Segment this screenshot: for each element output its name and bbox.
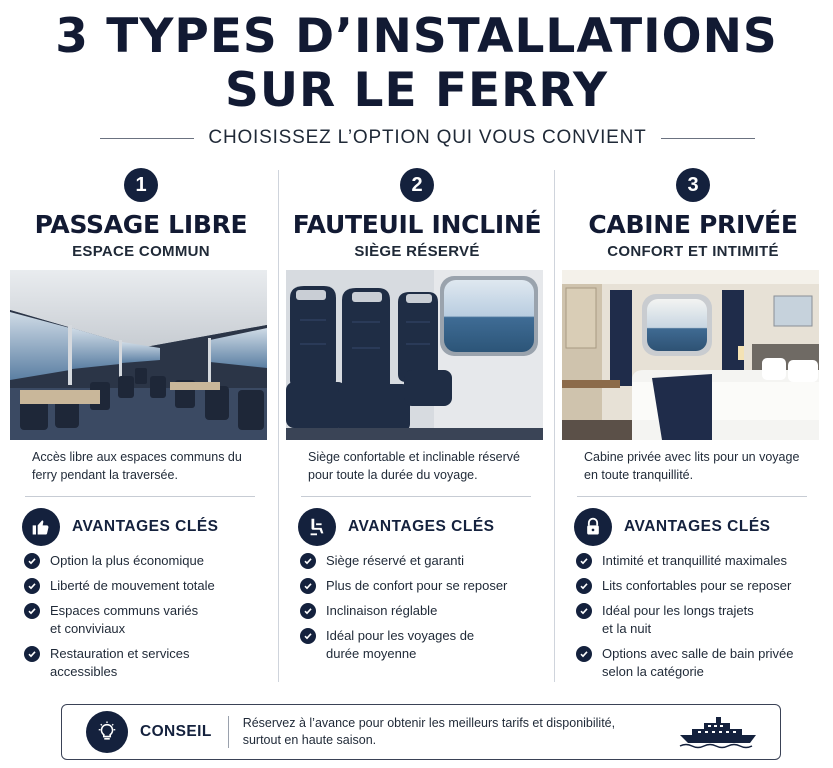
option-passage-libre	[10, 168, 272, 679]
advantages-header	[574, 508, 771, 546]
check-icon	[576, 578, 592, 594]
subtitle-rule-left	[100, 138, 194, 139]
section-separator	[577, 496, 807, 497]
subtitle-row	[100, 124, 755, 152]
column-divider	[554, 170, 555, 682]
benefit-text: Plus de confort pour se reposer	[326, 578, 508, 593]
option-title: FAUTEUIL INCLINÉ	[292, 210, 542, 239]
option-cabine-privee	[562, 168, 824, 679]
list-item	[576, 645, 821, 681]
benefit-text: Idéal pour les longs trajets et la nuit	[602, 603, 754, 636]
benefits-list	[576, 552, 821, 688]
option-description: Cabine privée avec lits pour un voyage en toute tranquillité.	[584, 450, 800, 482]
column-divider	[278, 170, 279, 682]
list-item	[300, 577, 545, 595]
list-item	[576, 552, 821, 570]
list-item	[300, 552, 545, 570]
benefit-text: Espaces communs variés et conviviaux	[50, 603, 199, 636]
cabin-photo	[562, 270, 819, 440]
list-item	[576, 577, 821, 595]
subtitle: CHOISISSEZ L’OPTION QUI VOUS CONVIENT	[208, 127, 647, 148]
advantages-label: AVANTAGES CLÉS	[624, 518, 771, 535]
benefit-text: Inclinaison réglable	[326, 603, 438, 618]
benefits-list	[24, 552, 269, 688]
seat-icon	[298, 508, 336, 546]
tip-text: Réservez à l’avance pour obtenir les meilleurs tarifs et disponibilité, surtout en haute saison.	[242, 716, 616, 747]
check-icon	[576, 646, 592, 662]
lounge-photo	[10, 270, 267, 440]
check-icon	[300, 553, 316, 569]
option-subtitle: CONFORT ET INTIMITÉ	[607, 243, 779, 260]
option-fauteuil-incline	[286, 168, 548, 661]
benefits-list	[300, 552, 545, 670]
option-subtitle: SIÈGE RÉSERVÉ	[354, 243, 480, 260]
option-description: Siège confortable et inclinable réservé pour toute la durée du voyage.	[308, 450, 520, 482]
option-number: 2	[400, 168, 434, 202]
lock-icon	[574, 508, 612, 546]
option-title: CABINE PRIVÉE	[588, 210, 798, 239]
advantages-header	[22, 508, 219, 546]
main-title-line1: 3 TYPES D’INSTALLATIONS	[55, 9, 778, 64]
list-item	[576, 602, 821, 638]
section-separator	[301, 496, 531, 497]
check-icon	[24, 553, 40, 569]
check-icon	[300, 578, 316, 594]
option-description: Accès libre aux espaces communs du ferry pendant la traversée.	[32, 450, 242, 482]
option-subtitle: ESPACE COMMUN	[72, 243, 210, 260]
tip-box	[61, 704, 781, 760]
check-icon	[300, 603, 316, 619]
benefit-text: Lits confortables pour se reposer	[602, 578, 792, 593]
list-item	[24, 577, 269, 595]
benefit-text: Options avec salle de bain privée selon la catégorie	[602, 646, 794, 679]
benefit-text: Idéal pour les voyages de durée moyenne	[326, 628, 475, 661]
list-item	[300, 602, 545, 620]
lightbulb-icon	[86, 711, 128, 753]
tip-label: CONSEIL	[140, 723, 212, 740]
section-separator	[25, 496, 255, 497]
list-item	[300, 627, 545, 663]
check-icon	[24, 603, 40, 619]
list-item	[24, 552, 269, 570]
thumbs-up-icon	[22, 508, 60, 546]
ferry-icon	[678, 715, 758, 754]
check-icon	[24, 646, 40, 662]
list-item	[24, 602, 269, 638]
option-number: 1	[124, 168, 158, 202]
option-number: 3	[676, 168, 710, 202]
reclining-seat-photo	[286, 270, 543, 440]
tip-separator	[228, 716, 229, 748]
advantages-label: AVANTAGES CLÉS	[348, 518, 495, 535]
benefit-text: Liberté de mouvement totale	[50, 578, 215, 593]
advantages-header	[298, 508, 495, 546]
check-icon	[576, 603, 592, 619]
option-title: PASSAGE LIBRE	[34, 210, 248, 239]
check-icon	[576, 553, 592, 569]
benefit-text: Restauration et services accessibles	[50, 646, 190, 679]
advantages-label: AVANTAGES CLÉS	[72, 518, 219, 535]
subtitle-rule-right	[661, 138, 755, 139]
main-title-line2: SUR LE FERRY	[224, 63, 609, 118]
benefit-text: Option la plus économique	[50, 553, 204, 568]
benefit-text: Intimité et tranquillité maximales	[602, 553, 787, 568]
check-icon	[24, 578, 40, 594]
benefit-text: Siège réservé et garanti	[326, 553, 465, 568]
check-icon	[300, 628, 316, 644]
list-item	[24, 645, 269, 681]
